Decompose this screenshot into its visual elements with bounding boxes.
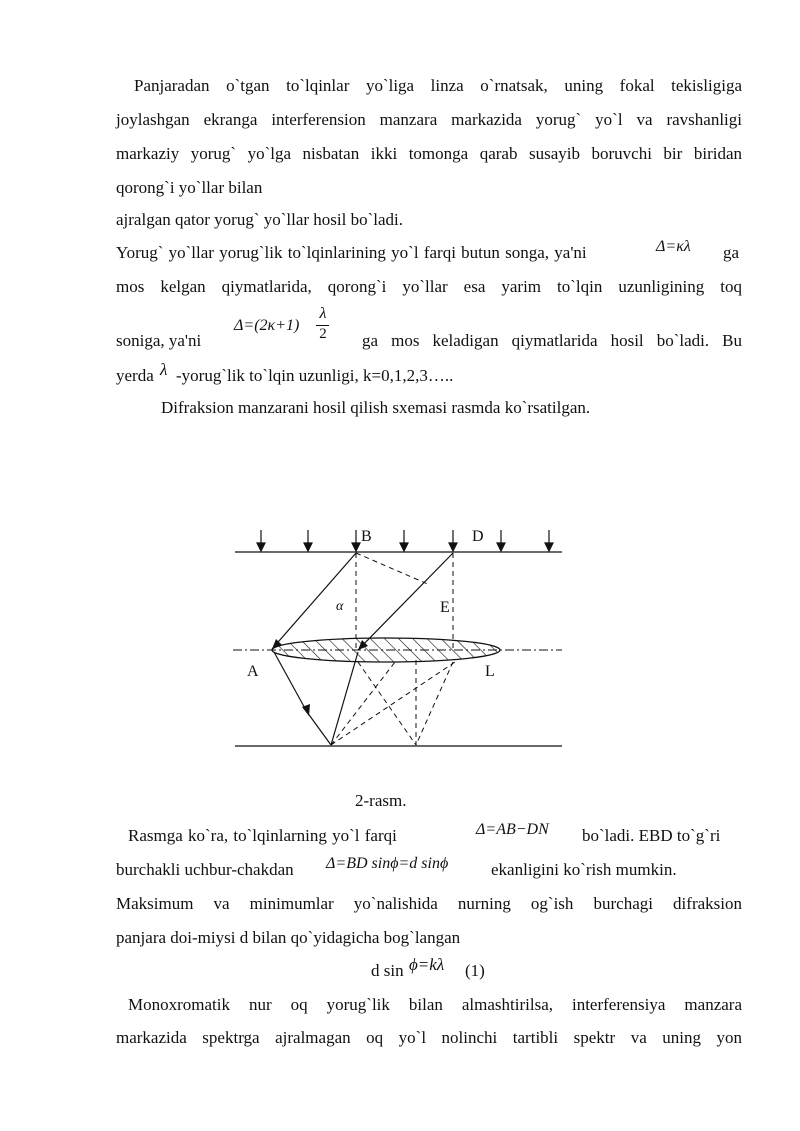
equation1-number: (1) xyxy=(465,961,485,980)
paragraph1-line4: qorong`i yo`llar bilan xyxy=(116,178,263,197)
paragraph2-line4-end: -yorug`lik to`lqin uzunligi, k=0,1,2,3….. xyxy=(176,366,454,385)
incident-rays xyxy=(257,530,553,551)
paragraph2-line4-start: yerda xyxy=(116,366,154,385)
paragraph4-line1-start: Rasmga ko`ra, to`lqinlarning yo`l farqi xyxy=(128,826,397,845)
paragraph1-line1: Panjaradan o`tgan to`lqinlar yo`liga linza o`rnatsak, uning fokal tekisligiga xyxy=(134,76,742,95)
paragraph5-line2: markazida spektrga ajralmagan oq yo`l nolinchi tartibli spektr va uning yon xyxy=(116,1028,742,1047)
figure-label-D: D xyxy=(472,528,484,545)
equation1-formula: ϕ=kλ xyxy=(409,955,445,974)
equation1-prefix: d sin xyxy=(371,961,404,980)
formula-delta-k-lambda: Δ=κλ xyxy=(656,238,691,255)
diffracted-ray-D xyxy=(358,553,453,650)
paragraph2-line2: mos kelgan qiymatlarida, qorong`i yo`llar esa yarim to`lqin uzunligining toq xyxy=(116,277,742,296)
formula-fraction-denominator: 2 xyxy=(319,326,327,342)
paragraph4-line4: panjara doi-miysi d bilan qo`yidagicha bog`langan xyxy=(116,928,461,947)
lambda-symbol: λ xyxy=(160,360,168,379)
figure-caption: 2-rasm. xyxy=(355,791,407,810)
paragraph5-line1: Monoxromatik nur oq yorug`lik bilan almashtirilsa, interferensiya manzara xyxy=(128,995,742,1014)
paragraph1-line5: ajralgan qator yorug` yo`llar hosil bo`ladi. xyxy=(116,210,404,229)
diffracted-ray-B xyxy=(272,553,356,649)
figure-label-B: B xyxy=(361,528,372,545)
paragraph2-line1-start: Yorug` yo`llar yorug`lik to`lqinlarining yo`l farqi butun songa, ya'ni xyxy=(116,243,587,262)
paragraph4-line2-end: ekanligini ko`rish mumkin. xyxy=(491,860,677,879)
paragraph2-line3-start: soniga, ya'ni xyxy=(116,331,202,350)
figure-label-E: E xyxy=(440,599,450,616)
paragraph1-line2: joylashgan ekranga interferension manzara markazida yorug` yo`l va ravshanligi xyxy=(116,110,742,129)
formula-dark-fringes: Δ=(2κ+1) xyxy=(234,317,300,334)
paragraph2-line1-end: ga xyxy=(723,243,740,262)
paragraph4-line2-start: burchakli uchbur-chakdan xyxy=(116,860,294,879)
figure-label-alpha: α xyxy=(336,599,344,614)
formula-bd-sin: Δ=BD sinϕ=d sinϕ xyxy=(326,855,449,872)
lens xyxy=(272,638,500,662)
paragraph1-line3: markaziy yorug` yo`lga nisbatan ikki tomonga qarab susayib boruvchi bir biridan xyxy=(116,144,742,163)
figure-label-A: A xyxy=(247,663,259,680)
figure-label-L: L xyxy=(485,663,495,680)
paragraph3: Difraksion manzarani hosil qilish sxemasi rasmda ko`rsatilgan. xyxy=(161,398,591,417)
paragraph4-line1-end: bo`ladi. EBD to`g`ri xyxy=(582,826,721,845)
paragraph4-line3: Maksimum va minimumlar yo`nalishida nurning og`ish burchagi difraksion xyxy=(116,894,742,913)
formula-path-difference: Δ=AB−DN xyxy=(476,821,549,838)
paragraph2-line3-end: ga mos keladigan qiymatlarida hosil bo`ladi. Bu xyxy=(362,331,742,350)
formula-fraction-numerator: λ xyxy=(319,305,327,322)
